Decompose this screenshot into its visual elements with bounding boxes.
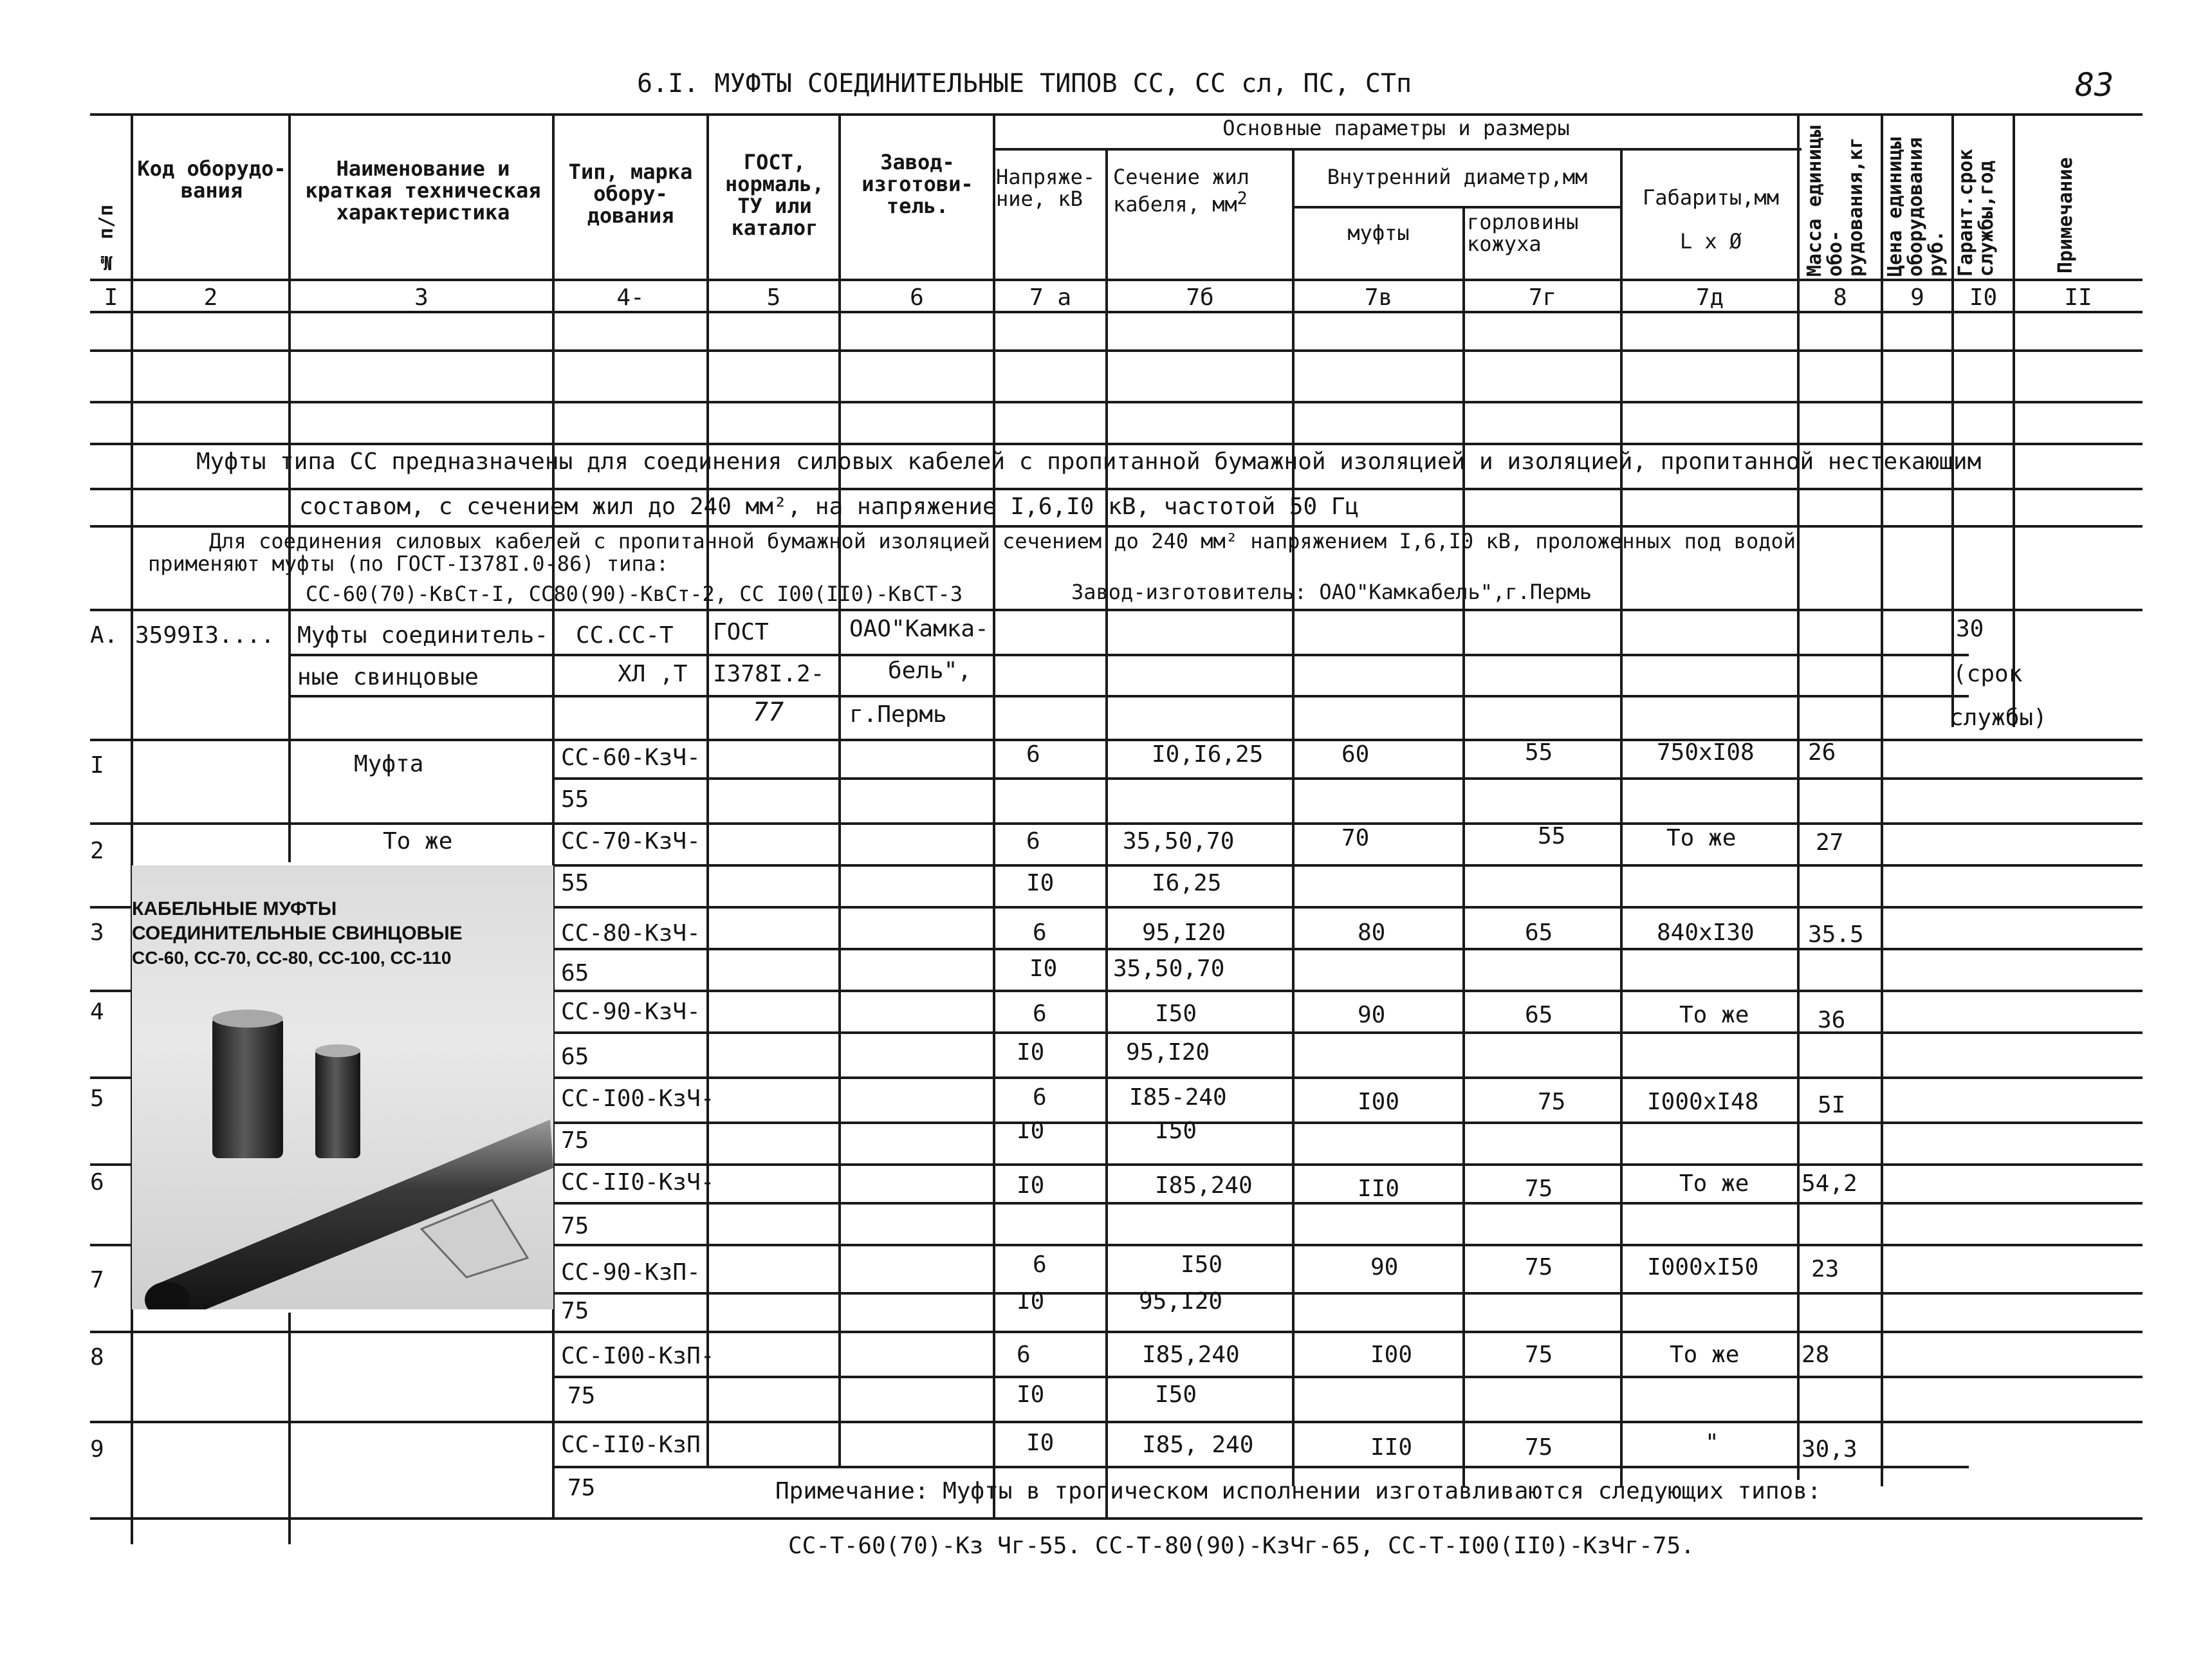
row-8-coupling: I00	[1370, 1342, 1413, 1368]
row-4-mass: 36	[1818, 1007, 1846, 1033]
row-1-dims: 750xI08	[1657, 739, 1755, 766]
row-5-mass: 5I	[1818, 1092, 1846, 1118]
header-name: Наименование и краткая техническая характеристика	[305, 156, 541, 225]
row-5-coupling: I00	[1358, 1089, 1400, 1115]
row-2-coupling: 70	[1341, 825, 1370, 851]
group-a-plant-2: бель",	[888, 658, 972, 684]
row-1-coupling: 60	[1341, 741, 1370, 768]
row-2-type-2: 55	[561, 870, 589, 896]
row-4-section-1: I50	[1155, 1001, 1197, 1027]
photo-title-2: СОЕДИНИТЕЛЬНЫЕ СВИНЦОВЫЕ	[132, 923, 463, 944]
group-a-code: 3599I3....	[135, 622, 275, 649]
col-number: 4-	[616, 284, 645, 311]
row-3-voltage-1: 6	[1033, 919, 1047, 946]
group-a-warranty-1: 30	[1956, 616, 1984, 642]
group-a-plant-1: ОАО"Камка-	[849, 616, 989, 642]
row-7-type-1: СС-90-КзП-	[561, 1259, 701, 1286]
row-4-neck: 65	[1525, 1002, 1553, 1028]
row-5-num: 5	[90, 1085, 104, 1112]
row-2-section-1: 35,50,70	[1123, 828, 1235, 854]
row-6-mass: 54,2	[1802, 1170, 1857, 1197]
row-7-voltage-2: I0	[1017, 1288, 1045, 1315]
footer-note-1: Примечание: Муфты в тропическом исполнении изготавливаются следующих типов:	[775, 1478, 1821, 1504]
row-4-voltage-2: I0	[1017, 1039, 1045, 1066]
row-3-section-1: 95,I20	[1142, 919, 1226, 946]
header-num: № п/п	[95, 204, 118, 273]
row-9-type-2: 75	[567, 1475, 596, 1501]
row-5-dims: I000xI48	[1647, 1089, 1759, 1115]
group-a-plant-3: г.Пермь	[849, 701, 947, 728]
group-a-warranty-3: службы)	[1949, 705, 2047, 731]
row-2-section-2: I6,25	[1152, 870, 1222, 896]
row-3-type-1: СС-80-КзЧ-	[561, 920, 701, 947]
header-mass: Масса единицы обо-рудования,кг	[1803, 125, 1867, 277]
row-7-type-2: 75	[561, 1298, 589, 1324]
col-number: 7д	[1695, 284, 1724, 311]
row-8-type-2: 75	[567, 1383, 596, 1409]
group-a-gost-3: 77	[753, 697, 784, 727]
row-5-neck: 75	[1538, 1089, 1566, 1115]
row-8-dims: То же	[1670, 1342, 1740, 1368]
row-8-voltage-2: I0	[1017, 1381, 1045, 1408]
row-8-section-2: I50	[1155, 1381, 1197, 1408]
col-number: 8	[1833, 284, 1847, 311]
row-2-name: То же	[383, 828, 453, 854]
group-a-name-1: Муфты соединитель-	[297, 622, 549, 649]
row-1-type-2: 55	[561, 786, 589, 813]
row-7-section-2: 95,I20	[1139, 1288, 1223, 1315]
row-5-type-2: 75	[561, 1127, 589, 1154]
row-9-voltage-1: I0	[1026, 1430, 1055, 1456]
row-9-dims: "	[1705, 1430, 1719, 1456]
intro-line-4: применяют муфты (по ГОСТ-I378I.0-86) типа:	[148, 551, 669, 576]
col-number: 6	[910, 284, 924, 311]
row-8-neck: 75	[1525, 1342, 1553, 1368]
col-number: 7в	[1364, 284, 1393, 311]
row-5-section-2: I50	[1155, 1118, 1197, 1144]
row-2-voltage-2: I0	[1026, 870, 1055, 896]
group-a-type-1: СС.СС-Т	[576, 622, 674, 649]
col-number: 3	[414, 284, 429, 311]
header-inner-diameter: Внутренний диаметр,мм	[1327, 165, 1588, 189]
product-photo	[132, 865, 553, 1309]
row-1-neck: 55	[1525, 739, 1553, 766]
row-1-type-1: СС-60-КзЧ-	[561, 744, 701, 771]
row-3-type-2: 65	[561, 960, 589, 986]
row-6-coupling: II0	[1358, 1176, 1400, 1202]
row-8-voltage-1: 6	[1017, 1342, 1031, 1368]
header-neck: горловины кожуха	[1467, 210, 1579, 256]
row-3-mass: 35.5	[1808, 921, 1864, 948]
row-1-section-1: I0,I6,25	[1152, 741, 1264, 768]
row-2-neck: 55	[1538, 823, 1566, 849]
header-type: Тип, марка обору-дования	[568, 160, 693, 228]
col-number: 7б	[1186, 284, 1214, 311]
row-1-voltage-1: 6	[1026, 741, 1040, 768]
row-4-dims: То же	[1679, 1002, 1749, 1028]
col-number: 9	[1910, 284, 1924, 311]
header-note: Примечание	[2054, 157, 2077, 273]
photo-title-3: СС-60, СС-70, СС-80, СС-100, СС-110	[132, 948, 452, 968]
row-7-mass: 23	[1811, 1256, 1839, 1282]
row-1-name: Муфта	[354, 751, 424, 777]
row-6-type-1: СС-II0-КзЧ-	[561, 1169, 715, 1196]
row-4-type-2: 65	[561, 1044, 589, 1070]
row-6-neck: 75	[1525, 1176, 1553, 1202]
row-2-dims: То же	[1666, 825, 1737, 851]
row-1-num: I	[90, 752, 104, 779]
group-a-type-2: ХЛ ,Т	[618, 661, 688, 687]
header-section: Сечение жил кабеля, $мм^2$	[1113, 165, 1249, 217]
row-9-mass: 30,3	[1802, 1436, 1857, 1463]
col-number: 2	[203, 284, 218, 311]
row-7-neck: 75	[1525, 1254, 1553, 1280]
intro-line-5: СС-60(70)-КвСт-I, СС80(90)-КвСт-2, СС I00(II0)-КвСТ-3	[306, 582, 963, 606]
row-8-num: 8	[90, 1344, 104, 1371]
row-9-num: 9	[90, 1436, 104, 1463]
col-number: I	[104, 284, 118, 311]
row-3-section-2: 35,50,70	[1113, 956, 1225, 982]
row-9-section-1: I85, 240	[1142, 1432, 1254, 1458]
row-7-num: 7	[90, 1267, 104, 1293]
header-coupling: муфты	[1347, 221, 1410, 245]
row-5-section-1: I85-240	[1129, 1084, 1227, 1111]
row-7-dims: I000xI50	[1647, 1254, 1759, 1280]
footer-note-2: СС-Т-60(70)-Кз Чг-55. СС-Т-80(90)-КзЧг-65, СС-Т-I00(II0)-КзЧг-75.	[788, 1533, 1695, 1559]
row-6-type-2: 75	[561, 1213, 589, 1239]
intro-line-2: составом, с сечением жил до 240 мм², на напряжение I,6,I0 кВ, частотой 50 Гц	[299, 494, 1359, 520]
group-a-name-2: ные свинцовые	[297, 664, 479, 690]
row-3-coupling: 80	[1358, 919, 1386, 946]
row-9-neck: 75	[1525, 1434, 1553, 1461]
row-5-voltage-1: 6	[1033, 1084, 1047, 1111]
photo-title-1: КАБЕЛЬНЫЕ МУФТЫ	[132, 898, 337, 919]
header-main-params: Основные параметры и размеры	[1222, 116, 1570, 140]
intro-plant: Завод-изготовитель: ОАО"Камкабель",г.Пермь	[1071, 580, 1592, 604]
row-4-voltage-1: 6	[1033, 1001, 1047, 1027]
row-3-dims: 840xI30	[1657, 919, 1755, 946]
row-6-dims: То же	[1679, 1170, 1749, 1197]
row-9-type-1: СС-II0-КзП	[561, 1432, 701, 1458]
page-title: 6.I. МУФТЫ СОЕДИНИТЕЛЬНЫЕ ТИПОВ СС, СС сл, ПС, СТп	[637, 69, 1412, 98]
row-3-num: 3	[90, 919, 104, 946]
group-a-num: А.	[90, 622, 118, 649]
group-a-warranty-2: (срок	[1953, 661, 2023, 687]
row-8-section-1: I85,240	[1142, 1342, 1240, 1368]
row-6-voltage-1: I0	[1017, 1172, 1045, 1199]
page-number: 83	[2075, 66, 2114, 104]
row-6-num: 6	[90, 1169, 104, 1196]
header-plant: Завод-изготови-тель.	[862, 150, 973, 218]
row-4-num: 4	[90, 999, 104, 1025]
header-price: Цена единицы оборудования руб.	[1884, 137, 1948, 277]
header-code: Код оборудо-вания	[137, 156, 286, 203]
row-7-voltage-1: 6	[1033, 1251, 1047, 1278]
row-3-voltage-2: I0	[1029, 956, 1058, 982]
header-warranty: Гарант.срок службы,год	[1955, 149, 1998, 277]
row-5-voltage-2: I0	[1017, 1118, 1045, 1144]
header-dims-unit: L x Ø	[1679, 229, 1742, 254]
group-a-gost-2: I378I.2-	[713, 661, 825, 687]
row-2-num: 2	[90, 838, 104, 864]
row-7-coupling: 90	[1370, 1254, 1399, 1280]
row-7-section-1: I50	[1181, 1251, 1223, 1278]
header-gost: ГОСТ, нормаль, ТУ или каталог	[724, 150, 825, 240]
group-a-gost-1: ГОСТ	[713, 619, 769, 645]
row-2-type-1: СС-70-КзЧ-	[561, 828, 701, 854]
row-3-neck: 65	[1525, 919, 1553, 946]
col-number: I0	[1969, 284, 1998, 311]
col-number: 7 а	[1029, 284, 1072, 311]
col-number: II	[2064, 284, 2092, 311]
row-9-coupling: II0	[1370, 1434, 1413, 1461]
row-6-section-1: I85,240	[1155, 1172, 1253, 1199]
cable-coupling-image	[132, 865, 553, 1309]
row-4-section-2: 95,I20	[1126, 1039, 1210, 1066]
row-2-mass: 27	[1816, 829, 1844, 856]
header-dims: Габариты,мм	[1643, 185, 1779, 210]
row-4-coupling: 90	[1358, 1002, 1386, 1028]
row-2-voltage-1: 6	[1026, 828, 1040, 854]
row-5-type-1: СС-I00-КзЧ-	[561, 1085, 715, 1112]
intro-line-1: Муфты типа СС предназначены для соединения силовых кабелей с пропитанной бумажной изоляцией и изоляцией, пропитанной нестекающим	[196, 448, 1982, 475]
intro-line-3: Для соединения силовых кабелей с пропитанной бумажной изоляцией сечением до 240 мм² напряжением I,6,I0 кВ, проложенных под водой	[209, 529, 1796, 553]
row-8-type-1: СС-I00-КзП-	[561, 1343, 715, 1369]
header-voltage: Напряже-ние, кВ	[996, 165, 1096, 211]
row-8-mass: 28	[1802, 1342, 1830, 1368]
col-number: 5	[766, 284, 781, 311]
row-4-type-1: СС-90-КзЧ-	[561, 999, 701, 1025]
col-number: 7г	[1528, 284, 1557, 311]
row-1-mass: 26	[1808, 739, 1836, 766]
